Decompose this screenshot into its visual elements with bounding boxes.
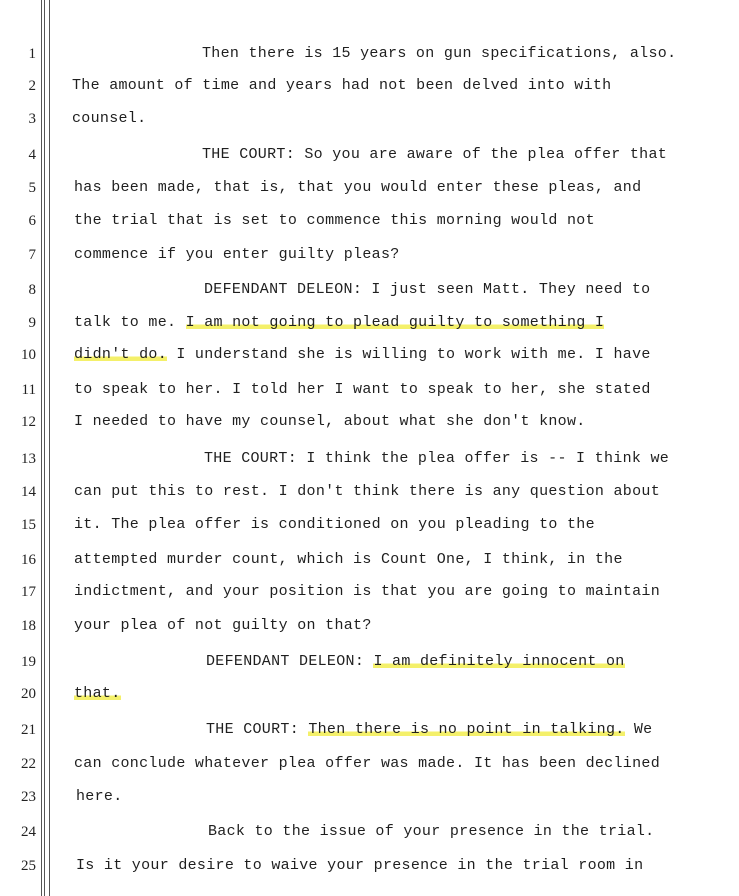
transcript-line	[74, 413, 586, 430]
transcript-line	[72, 77, 611, 94]
line-text: attempted murder count, which is Count One, I think, in the	[74, 551, 623, 568]
line-number: 3	[28, 111, 36, 127]
line-number: 17	[21, 584, 36, 600]
highlighted-text: didn't do.	[74, 346, 168, 363]
line-text: can put this to rest. I don't think there is any question about	[74, 483, 660, 500]
transcript-line	[206, 721, 652, 738]
transcript-line	[74, 381, 651, 398]
transcript-line	[74, 483, 660, 500]
line-text: We	[624, 721, 653, 738]
margin-rule-left	[41, 0, 42, 896]
line-number: 11	[21, 382, 36, 398]
line-text: Is it your desire to waive your presence in the trial room in	[76, 857, 644, 874]
line-number: 5	[28, 180, 36, 196]
line-number: 6	[28, 213, 36, 229]
line-number: 23	[21, 789, 36, 805]
transcript-line	[76, 857, 643, 874]
line-number: 9	[28, 315, 36, 331]
line-text: I understand she is willing to work with me. I have	[167, 346, 651, 363]
line-text: can conclude whatever plea offer was made. It has been declined	[74, 755, 660, 772]
highlighted-text: Then there is no point in talking.	[308, 721, 625, 738]
transcript-line	[76, 788, 123, 805]
transcript-line	[72, 110, 146, 127]
line-number: 19	[21, 654, 36, 670]
line-number: 20	[21, 686, 36, 702]
margin-rule-right	[49, 0, 50, 896]
transcript-line	[74, 246, 400, 263]
margin-rule-middle	[44, 0, 45, 896]
line-text: THE COURT: So you are aware of the plea offer that	[202, 146, 668, 163]
transcript-line	[74, 314, 604, 331]
line-text: here.	[76, 788, 123, 805]
line-text: DEFENDANT DELEON:	[206, 653, 374, 670]
transcript-line	[74, 346, 651, 363]
transcript-line	[74, 551, 623, 568]
line-number: 10	[21, 347, 36, 363]
line-text: your plea of not guilty on that?	[74, 617, 372, 634]
line-number: 16	[21, 552, 36, 568]
transcript-line	[204, 450, 669, 467]
transcript-line	[74, 685, 121, 702]
line-text: talk to me.	[74, 314, 186, 331]
line-text: has been made, that is, that you would enter these pleas, and	[74, 179, 642, 196]
line-number: 2	[28, 78, 36, 94]
line-text: THE COURT: I think the plea offer is -- I think we	[204, 450, 670, 467]
line-text: The amount of time and years had not been delved into with	[72, 77, 612, 94]
transcript-line	[74, 583, 660, 600]
line-text: counsel.	[72, 110, 147, 127]
line-number: 22	[21, 756, 36, 772]
line-number: 7	[28, 247, 36, 263]
line-number: 12	[21, 414, 36, 430]
line-text: THE COURT:	[206, 721, 309, 738]
transcript-line	[74, 212, 595, 229]
highlighted-text: I am not going to plead guilty to something I	[185, 314, 605, 331]
line-number: 4	[28, 147, 36, 163]
line-text: I needed to have my counsel, about what she don't know.	[74, 413, 586, 430]
line-number: 21	[21, 722, 36, 738]
transcript-line	[202, 146, 667, 163]
line-number: 24	[21, 824, 36, 840]
line-text: Then there is 15 years on gun specifications, also.	[202, 45, 677, 62]
transcript-line	[74, 755, 660, 772]
line-number: 25	[21, 858, 36, 874]
line-text: commence if you enter guilty pleas?	[74, 246, 400, 263]
highlighted-text: I am definitely innocent on	[373, 653, 625, 670]
transcript-line	[74, 179, 641, 196]
line-number: 15	[21, 517, 36, 533]
line-text: the trial that is set to commence this morning would not	[74, 212, 595, 229]
transcript-line	[204, 281, 650, 298]
line-number: 14	[21, 484, 36, 500]
transcript-line	[74, 516, 595, 533]
line-text: to speak to her. I told her I want to speak to her, she stated	[74, 381, 651, 398]
highlighted-text: that.	[74, 685, 121, 702]
transcript-line	[202, 45, 676, 62]
line-number: 18	[21, 618, 36, 634]
transcript-line	[74, 617, 372, 634]
transcript-line	[208, 823, 654, 840]
line-number: 8	[28, 282, 36, 298]
line-number: 13	[21, 451, 36, 467]
line-text: Back to the issue of your presence in the trial.	[208, 823, 655, 840]
line-number: 1	[28, 46, 36, 62]
line-text: it. The plea offer is conditioned on you pleading to the	[74, 516, 595, 533]
transcript-line	[206, 653, 625, 670]
line-text: indictment, and your position is that you are going to maintain	[74, 583, 660, 600]
line-text: DEFENDANT DELEON: I just seen Matt. They need to	[204, 281, 651, 298]
